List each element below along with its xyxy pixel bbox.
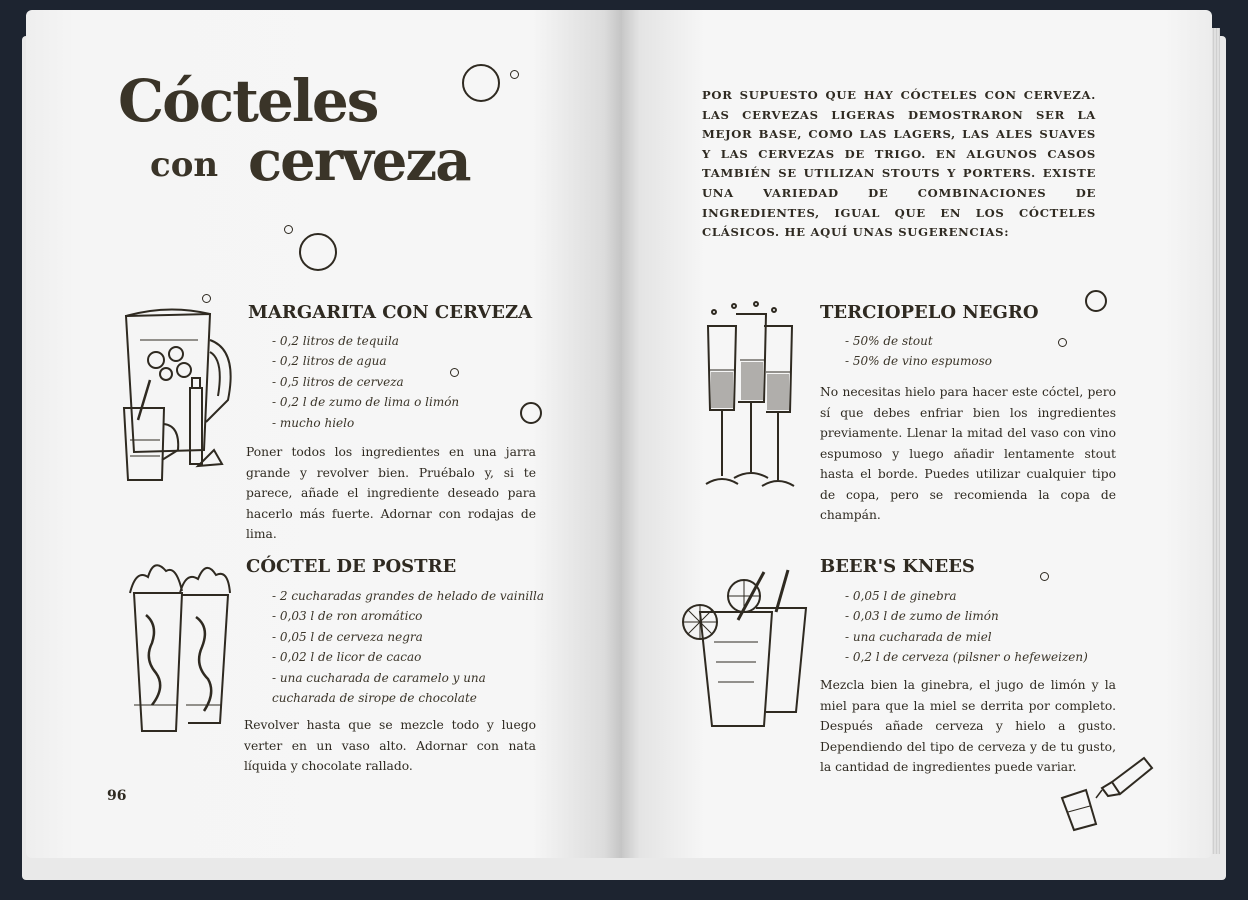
dessert-glasses-icon bbox=[124, 555, 238, 740]
ingredient: cucharada de sirope de chocolate bbox=[272, 691, 477, 706]
pitcher-icon bbox=[118, 300, 246, 490]
ingredient: - 50% de stout bbox=[845, 334, 933, 348]
ingredient: - 2 cucharadas grandes de helado de vainilla bbox=[272, 589, 545, 603]
bubble-icon bbox=[1040, 572, 1049, 581]
ingredient-list bbox=[845, 331, 992, 372]
ingredient: - 0,5 litros de cerveza bbox=[272, 374, 404, 389]
ingredient-list bbox=[272, 586, 544, 708]
bubble-icon bbox=[1058, 338, 1067, 347]
ingredient: - 0,2 litros de agua bbox=[272, 354, 387, 369]
recipe-heading: BEER'S KNEES bbox=[820, 556, 975, 577]
recipe-heading: TERCIOPELO NEGRO bbox=[820, 302, 1039, 323]
recipe-instructions: Poner todos los ingredientes en una jarra grande y revolver bien. Pruébalo y, si te parece, añade el ingrediente deseado para hacerlo más fuerte. Adornar con rodajas de lima. bbox=[246, 445, 536, 541]
ingredient: - mucho hielo bbox=[272, 415, 355, 430]
ingredient: - 0,02 l de licor de cacao bbox=[272, 650, 422, 665]
recipe-instructions: No necesitas hielo para hacer este cóctel, pero sí que debes enfriar bien los ingredientes previamente. Llenar la mitad del vaso con vino espumoso y luego añadir lentamente stout hasta el borde. Puedes utilizar cualquier tipo de copa, pero se recomienda la copa de champán. bbox=[820, 385, 1116, 522]
recipe-heading: MARGARITA CON CERVEZA bbox=[248, 302, 533, 323]
ingredient: - 0,05 l de ginebra bbox=[845, 589, 957, 603]
ingredient: - una cucharada de miel bbox=[845, 629, 992, 644]
bubble-icon bbox=[284, 225, 293, 234]
bubble-icon bbox=[510, 70, 519, 79]
bottle-pour-icon bbox=[1058, 752, 1158, 832]
recipe-heading: CÓCTEL DE POSTRE bbox=[246, 556, 457, 577]
ingredient: - 0,2 l de zumo de lima o limón bbox=[272, 395, 460, 410]
title-line-2-small: con bbox=[150, 145, 219, 185]
bubble-icon bbox=[299, 233, 337, 271]
ingredient: - 50% de vino espumoso bbox=[845, 354, 992, 369]
champagne-flutes-icon bbox=[694, 300, 802, 492]
title-line-1: Cócteles bbox=[118, 67, 378, 135]
bubble-icon bbox=[520, 402, 542, 424]
ingredient: - una cucharada de caramelo y una bbox=[272, 670, 486, 685]
recipe-instructions: Mezcla bien la ginebra, el jugo de limón y la miel para que la miel se derrita por completo. Después añade cerveza y hielo a gusto. Dependiendo del tipo de cerveza y de tu gusto, la cantidad de ingredientes puede variar. bbox=[820, 678, 1116, 774]
ingredient: - 0,2 l de cerveza (pilsner o hefeweizen) bbox=[845, 650, 1088, 665]
intro-paragraph: POR SUPUESTO QUE HAY CÓCTELES CON CERVEZA. LAS CERVEZAS LIGERAS DEMOSTRARON SER LA MEJOR BASE, COMO LAS LAGERS, LAS ALES SUAVES Y LAS CERVEZAS DE TRIGO. EN ALGUNOS CASOS TAMBIÉN SE UTILIZAN STOUTS Y PORTERS. EXISTE UNA VARIEDAD DE COMBINACIONES DE INGREDIENTES, IGUAL QUE EN LOS CÓCTELES CLÁSICOS. HE AQUÍ UNAS SUGERENCIAS: bbox=[702, 88, 1096, 240]
bubble-icon bbox=[462, 64, 500, 102]
ingredient-list bbox=[845, 586, 1088, 668]
page-number: 96 bbox=[107, 788, 127, 804]
ingredient-list bbox=[272, 331, 459, 433]
recipe-instructions: Revolver hasta que se mezcle todo y luego verter en un vaso alto. Adornar con nata líquida y chocolate rallado. bbox=[244, 718, 536, 773]
ingredient: - 0,2 litros de tequila bbox=[272, 334, 399, 348]
ingredient: - 0,03 l de ron aromático bbox=[272, 609, 423, 624]
title-line-2-big: cerveza bbox=[248, 128, 470, 194]
bubble-icon bbox=[1085, 290, 1107, 312]
ingredient: - 0,03 l de zumo de limón bbox=[845, 609, 999, 624]
ingredient: - 0,05 l de cerveza negra bbox=[272, 629, 423, 644]
lemon-glasses-icon bbox=[680, 562, 816, 734]
